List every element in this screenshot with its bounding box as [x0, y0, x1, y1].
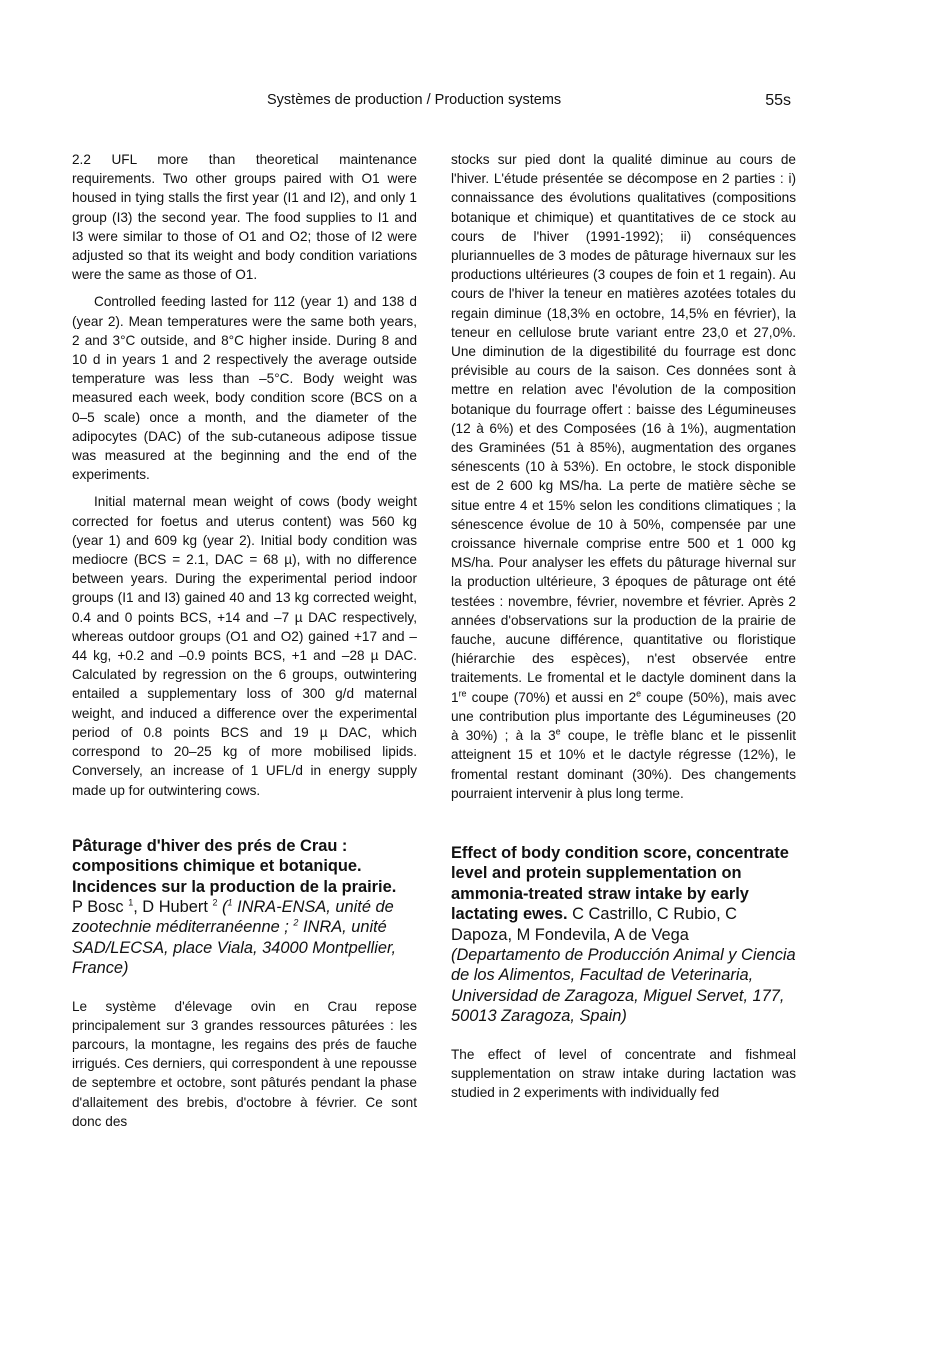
- abstract-paragraph: Le système d'élevage ovin en Crau repose principalement sur 3 grandes ressources pâturées : les parcours, la montagne, les regains des prés de fauche irrigués. Ces derniers, qui correspondent à une repousse de septembre et octobre, sont pâturés pendant la phase d'allaitement des brebis, d'octobre à février. Ce sont donc des: [72, 998, 417, 1129]
- left-column: [72, 150, 417, 1139]
- article-title: Pâturage d'hiver des prés de Crau : compositions chimique et botanique. Incidences sur la production de la prairie.: [72, 836, 397, 896]
- paragraph: Controlled feeding lasted for 112 (year 1) and 138 d (year 2). Mean temperatures were the same both years, 2 and 3°C outside, and 8°C higher inside. During 8 and 10 d in years 1 and 2 respectively the average outside temperature was less than –5°C. Body weight was measured each week, body condition score (BCS on a 0–5 scale) once a month, and the diameter of the adipocytes (DAC) of the sub-cutaneous adipose tissue was measured at the beginning and the end of the experiments.: [72, 294, 417, 483]
- page-number: 55s: [765, 92, 791, 109]
- article-authors: C Castrillo, C Rubio, C Dapoza, M Fondevila, A de Vega: [451, 905, 738, 944]
- paragraph: stocks sur pied dont la qualité diminue au cours de l'hiver. L'étude présentée se décompose en 2 parties : i) connaissance des évolutions qualitatives (compositions botanique et chimique) et quantitatives de ce stock au cours de l'hiver (1991-1992); ii) conséquences pluriannuelles de 3 modes de pâturage hivernaux sur les productions ultérieures (3 coupes de foin et 1 regain). Au cours de l'hiver la teneur en matières azotées totales du regain diminue (18,3% en octobre, 14,5% en février), la teneur en cellulose brute variant entre 23,0 et 27,0%. Une diminution de la digestibilité du fourrage est donc prévisible au cours de la saison. Ces données sont à mettre en relation avec l'évolution de la composition botanique du fourrage offert : baisse des Légumineuses (12 à 6%) et des Composées (16 à 1%), augmentation des Graminées (51 à 85%), augmentation des organes sénescents (10 à 53%). En octobre, le stock disponible est de 2 600 kg MS/ha. La perte de matière sèche se situe entre 4 et 15% selon les conditions climatiques ; la sénescence évolue de 10 à 50%, compensée par une croissance hivernale comprise entre 500 et 1 000 kg MS/ha. Pour analyser les effets du pâturage hivernal sur la production ultérieure, 3 époques de pâturage ont été testées : novembre, février, novembre et février. Après 2 années d'observations sur la production de la prairie de fauche, aucune différence, quantitative ou floristique (hiérarchie des espèces), n'est observée entre traitements. Le fromental et le dactyle dominent dans la 1re coupe (70%) et aussi en 2e coupe (50%), mais avec une contribution plus importante des Légumineuses (20 à 30%) ; à la 3e coupe, le trèfle blanc et le pissenlit atteignent 15 et 10% et le dactyle régresse (12%), le fromental restant dominant (30%). Des changements pourraient intervenir à plus long terme.: [451, 152, 796, 801]
- article-affiliation: ($^1$ INRA-ENSA, unité de zootechnie méditerranéenne ; $^2$ INRA, unité SAD/LECSA, place Viala, 34000 Montpellier, France): [72, 897, 397, 978]
- paragraph: Initial maternal mean weight of cows (body weight corrected for foetus and uterus content) was 560 kg (year 1) and 609 kg (year 2). Initial body condition was mediocre (BCS = 2.1, DAC = 68 µ), with no difference between years. During the experimental period indoor groups (I1 and I3) gained 40 and 13 kg corrected weight, 0.4 and 0 points BCS, +14 and –7 µ DAC respectively, whereas outdoor groups (O1 and O2) gained +17 and –44 kg, +0.2 and –0.9 points BCS, +1 and –28 µ DAC. Calculated by regression on the 6 groups, outwintering entailed a supplementary loss of 300 g/d maternal weight, and induced a difference over the experimental period of 0.8 points BCS and 19 µ DAC, which correspond to 20–25 kg of more mobilised lipids. Conversely, an increase of 1 UFL/d in energy supply made up for outwintering cows.: [72, 494, 417, 798]
- running-title: Systèmes de production / Production systems: [267, 92, 562, 108]
- article-heading: [72, 836, 417, 979]
- article-authors: P Bosc $^1$, D Hubert $^2$: [72, 897, 218, 916]
- article-affiliation: (Departamento de Producción Animal y Ciencia de los Alimentos, Facultad de Veterinaria, Universidad de Zaragoza, Miguel Servet, 177, 50013 Zaragoza, Spain): [451, 945, 796, 1026]
- abstract-paragraph: The effect of level of concentrate and fishmeal supplementation on straw intake during lactation was studied in 2 experiments with individually fed: [451, 1046, 796, 1100]
- running-header: [0, 92, 930, 112]
- paragraph: 2.2 UFL more than theoretical maintenance requirements. Two other groups paired with O1 were housed in tying stalls the first year (I1 and I2), and only 1 group (I3) the second year. The food supplies to I1 and I3 were similar to those of O1 and O2; those of I2 were adjusted so that its weight and body condition variations were the same as those of O1.: [72, 152, 417, 283]
- article-title: Effect of body condition score, concentrate level and protein supplementation on ammonia-treated straw intake by early lactating ewes.: [451, 843, 789, 924]
- right-column: [451, 150, 796, 1110]
- article-heading: [451, 843, 796, 1027]
